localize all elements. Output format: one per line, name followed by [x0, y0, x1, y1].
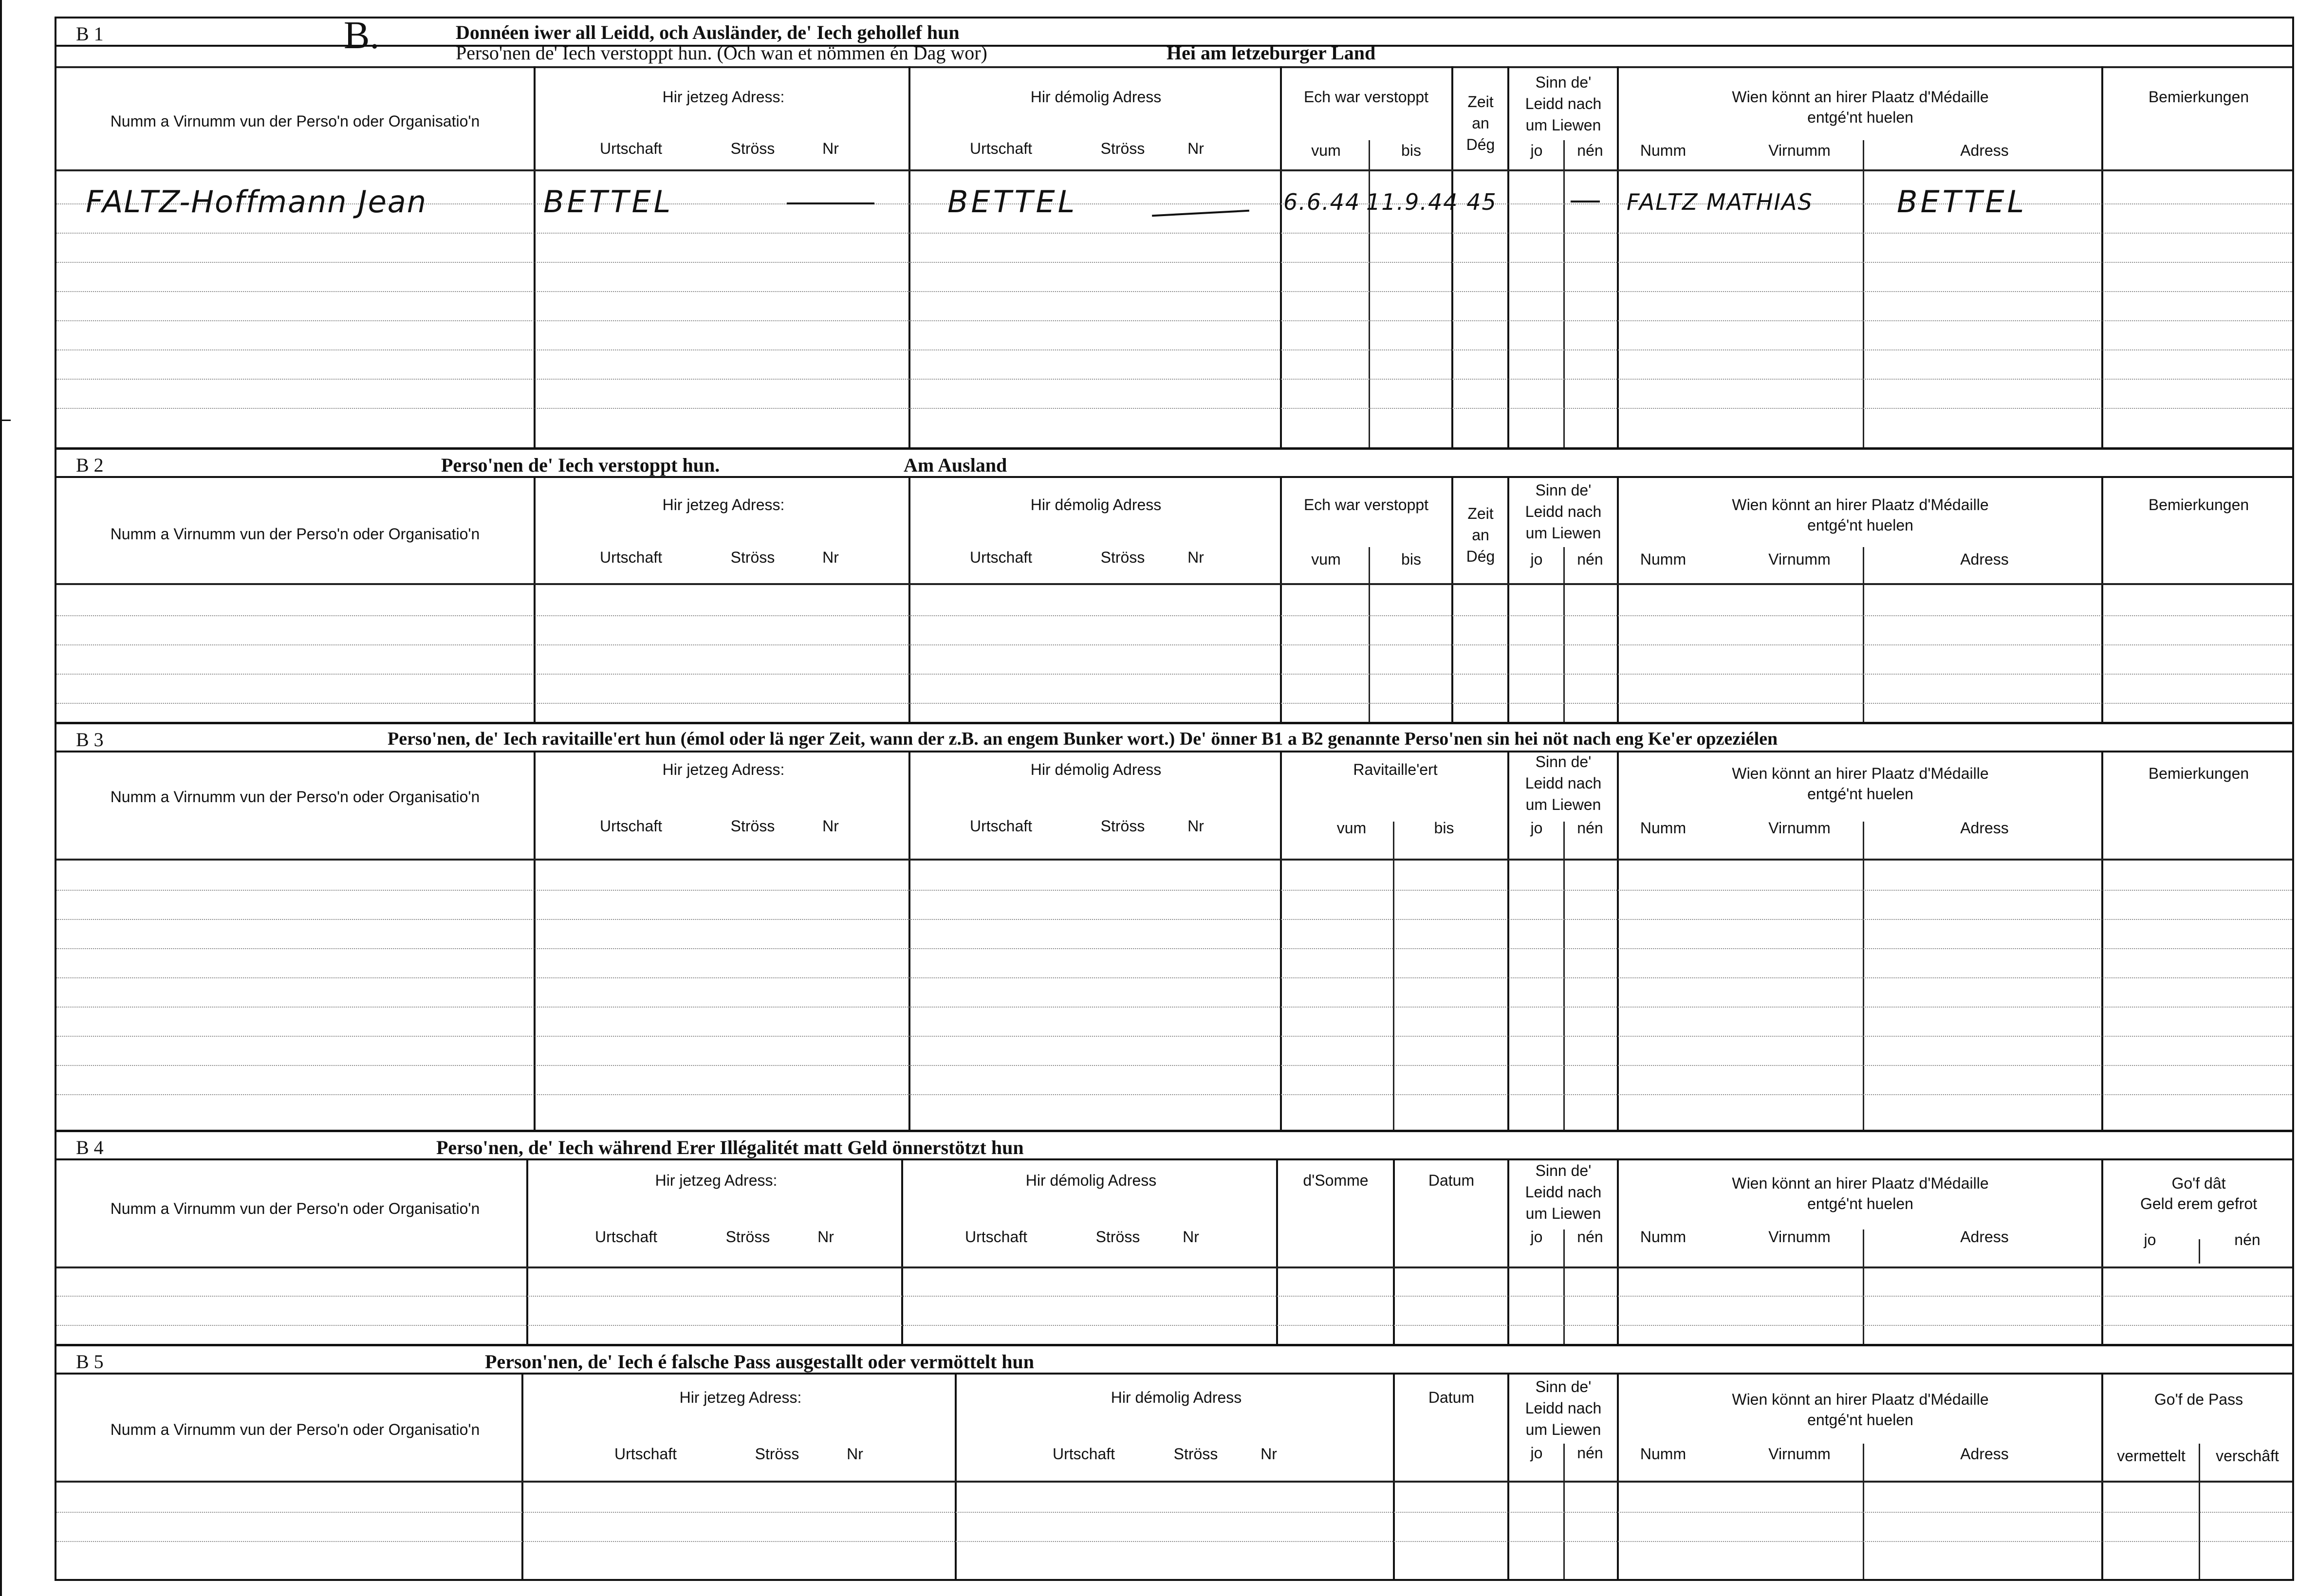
row-line: [56, 291, 2292, 292]
col-days-label-1: Zeit: [1467, 93, 1494, 110]
col-risk-label-2: Leidd nach: [1525, 1183, 1602, 1201]
col-divider: [1507, 752, 1509, 1130]
col-divider: [901, 1160, 903, 1344]
col-name-label: Numm a Virnumm vun der Perso'n oder Organisatio'n: [110, 1421, 480, 1438]
col-yes-label: jo: [2144, 1231, 2156, 1248]
row-line: [56, 1007, 2292, 1008]
col-yes-label: jo: [1530, 142, 1543, 159]
col-days-label-1: Zeit: [1467, 505, 1494, 522]
col-name-label: Numm a Virnumm vun der Perso'n oder Organisatio'n: [110, 1200, 480, 1217]
section-b3-header: [56, 724, 2292, 752]
col-risk-label-1: Sinn de': [1535, 73, 1592, 91]
col-town-label: Urtschaft: [969, 817, 1033, 835]
col-days-label-2: an: [1472, 114, 1489, 132]
col-divider: [1563, 547, 1565, 722]
col-divider: [2199, 1239, 2200, 1264]
row-line: [56, 349, 2292, 350]
col-divider: [1393, 1375, 1395, 1579]
section-title-suffix: Hei am letzeburger Land: [1167, 42, 1376, 64]
col-money-returned-label-1: Go'f dât: [2171, 1174, 2226, 1192]
section-code: B 2: [76, 454, 104, 476]
col-risk-label-3: um Liewen: [1525, 524, 1601, 542]
col-hidden-label: Ech war verstoppt: [1303, 496, 1429, 514]
col-risk-label-2: Leidd nach: [1525, 774, 1602, 792]
col-divider: [1393, 822, 1394, 1130]
col-medal-label-1: Wien könnt an hirer Plaatz d'Médaille: [1732, 496, 1989, 514]
col-no-label: nén: [1577, 142, 1603, 159]
col-medal-address-label: Adress: [1960, 1228, 2009, 1246]
row-line: [56, 1541, 2292, 1542]
col-former-address-label: Hir démolig Adress: [1111, 1389, 1242, 1406]
col-divider: [1507, 66, 1509, 447]
col-no-label: nén: [1577, 550, 1603, 568]
col-former-address-label: Hir démolig Adress: [1030, 761, 1162, 778]
col-no-label: nén: [1577, 1228, 1603, 1246]
col-remarks-label: Bemierkungen: [2148, 765, 2249, 782]
col-divider: [1863, 1444, 1864, 1579]
col-divider: [1369, 140, 1370, 447]
col-yes-label: jo: [1530, 819, 1543, 837]
col-divider: [908, 66, 910, 447]
col-town-label: Urtschaft: [969, 140, 1033, 157]
col-medal-address-label: Adress: [1960, 1445, 2009, 1463]
letter-mark: B.: [344, 14, 380, 57]
section-code: B 4: [76, 1137, 104, 1158]
col-divider: [2101, 1160, 2103, 1344]
col-street-label: Ströss: [1173, 1445, 1218, 1463]
col-town-label: Urtschaft: [969, 549, 1033, 566]
col-risk-label-3: um Liewen: [1525, 116, 1601, 134]
section-b2: [56, 450, 2292, 724]
col-procured-label: verschâft: [2216, 1447, 2279, 1465]
col-no-label: nén: [1577, 819, 1603, 837]
col-divider: [1863, 1229, 1864, 1344]
col-medal-first-label: Virnumm: [1768, 142, 1831, 159]
col-number-label: Nr: [822, 549, 839, 566]
col-yes-label: jo: [1530, 1444, 1543, 1462]
col-street-label: Ströss: [755, 1445, 799, 1463]
col-risk-label-2: Leidd nach: [1525, 95, 1602, 112]
row-line: [56, 890, 2292, 891]
col-town-label: Urtschaft: [599, 549, 663, 566]
col-current-address-label: Hir jetzeg Adress:: [662, 88, 785, 106]
col-medal-label-2: entgé'nt huelen: [1807, 785, 1913, 803]
header-bottom-rule: [56, 1266, 2292, 1268]
col-divider: [1393, 1160, 1395, 1344]
header-bottom-rule: [56, 169, 2292, 171]
col-from-label: vum: [1311, 142, 1341, 159]
col-divider: [1507, 1160, 1509, 1344]
col-number-label: Nr: [1183, 1228, 1199, 1246]
section-code: B 3: [76, 729, 104, 751]
col-remarks-label: Bemierkungen: [2148, 88, 2249, 106]
col-medal-label-2: entgé'nt huelen: [1807, 1195, 1913, 1212]
form-frame: [55, 14, 2294, 1581]
col-street-label: Ströss: [1100, 549, 1145, 566]
col-divider: [1617, 752, 1619, 1130]
col-risk-label-1: Sinn de': [1535, 1378, 1592, 1395]
row-line: [56, 644, 2292, 645]
section-title-suffix: Am Ausland: [904, 454, 1007, 476]
section-title: Perso'nen, de' Iech während Erer Illégalitét matt Geld önnerstötzt hun: [436, 1137, 1024, 1158]
row-line: [56, 977, 2292, 978]
col-date-label: Datum: [1428, 1389, 1475, 1406]
section-b4-header: [56, 1132, 2292, 1160]
col-divider: [2101, 66, 2103, 447]
section-code: B 1: [76, 23, 104, 45]
col-medal-label-1: Wien könnt an hirer Plaatz d'Médaille: [1732, 1174, 1989, 1192]
col-medal-label-1: Wien könnt an hirer Plaatz d'Médaille: [1732, 1391, 1989, 1408]
section-b3: [56, 724, 2292, 1132]
col-yes-label: jo: [1530, 1228, 1543, 1246]
col-number-label: Nr: [822, 817, 839, 835]
col-days-label-2: an: [1472, 526, 1489, 544]
col-medal-first-label: Virnumm: [1768, 550, 1831, 568]
col-divider: [1563, 140, 1565, 447]
row-line: [56, 320, 2292, 321]
col-divider: [1451, 66, 1453, 447]
section-title: Person'nen, de' Iech é falsche Pass ausgestallt oder vermöttelt hun: [485, 1351, 1035, 1373]
col-medal-first-label: Virnumm: [1768, 1228, 1831, 1246]
col-town-label: Urtschaft: [599, 817, 663, 835]
header-bottom-rule: [56, 859, 2292, 861]
col-supplied-label: Ravitaille'ert: [1353, 761, 1438, 778]
col-pass-given-label: Go'f de Pass: [2154, 1391, 2243, 1408]
row-line: [56, 919, 2292, 920]
col-divider: [1451, 478, 1453, 722]
col-current-address-label: Hir jetzeg Adress:: [662, 496, 785, 514]
col-divider: [526, 1160, 528, 1344]
col-days-label-3: Dég: [1466, 548, 1495, 565]
row-line: [56, 262, 2292, 263]
col-risk-label-2: Leidd nach: [1525, 1399, 1602, 1417]
section-title-line1: Donnéen iwer all Leidd, och Ausländer, de' Iech gehollef hun: [456, 21, 960, 43]
col-risk-label-1: Sinn de': [1535, 753, 1592, 770]
col-divider: [2101, 478, 2103, 722]
row-line: [56, 1094, 2292, 1095]
col-street-label: Ströss: [730, 140, 775, 157]
col-divider: [1617, 1375, 1619, 1579]
col-divider: [1863, 822, 1864, 1130]
col-remarks-label: Bemierkungen: [2148, 496, 2249, 514]
col-medal-first-label: Virnumm: [1768, 1445, 1831, 1463]
col-no-label: nén: [1577, 1444, 1603, 1462]
col-divider: [908, 752, 910, 1130]
col-town-label: Urtschaft: [1052, 1445, 1115, 1463]
col-hidden-label: Ech war verstoppt: [1303, 88, 1429, 106]
section-b5-header: [56, 1346, 2292, 1375]
col-divider: [1563, 1444, 1565, 1579]
col-risk-label-1: Sinn de': [1535, 481, 1592, 499]
col-divider: [1507, 478, 1509, 722]
col-divider: [2101, 1375, 2103, 1579]
row-line: [56, 1296, 2292, 1297]
col-risk-label-3: um Liewen: [1525, 796, 1601, 813]
col-current-address-label: Hir jetzeg Adress:: [679, 1389, 802, 1406]
col-medal-first-label: Virnumm: [1768, 819, 1831, 837]
entry-hidden-from: 6.6.44: [1283, 189, 1361, 215]
col-name-label: Numm a Virnumm vun der Perso'n oder Organisatio'n: [110, 112, 480, 130]
entry-medal-name: FALTZ MATHIAS: [1627, 189, 1813, 215]
col-sum-label: d'Somme: [1303, 1172, 1369, 1189]
col-divider: [2101, 752, 2103, 1130]
col-money-returned-label-2: Geld erem gefrot: [2140, 1195, 2258, 1212]
col-town-label: Urtschaft: [599, 140, 663, 157]
col-risk-label-3: um Liewen: [1525, 1421, 1601, 1438]
row-line: [56, 408, 2292, 409]
col-divider: [1280, 478, 1282, 722]
col-from-label: vum: [1336, 819, 1367, 837]
col-street-label: Ströss: [730, 549, 775, 566]
row-line: [56, 703, 2292, 704]
col-divider: [534, 66, 536, 447]
col-street-label: Ströss: [1100, 140, 1145, 157]
col-street-label: Ströss: [730, 817, 775, 835]
entry-hidden-to: 11.9.44 45: [1366, 189, 1497, 215]
col-to-label: bis: [1434, 819, 1454, 837]
col-divider: [2199, 1444, 2200, 1579]
col-medal-name-label: Numm: [1640, 550, 1686, 568]
entry-name: FALTZ-Hoffmann Jean: [86, 184, 427, 220]
col-number-label: Nr: [822, 140, 839, 157]
entry-dash: [1152, 210, 1249, 217]
header-rule: [56, 66, 2292, 68]
row-line: [56, 1036, 2292, 1037]
col-current-address-label: Hir jetzeg Adress:: [655, 1172, 778, 1189]
scan-edge-line: [0, 0, 2, 1596]
col-town-label: Urtschaft: [964, 1228, 1028, 1246]
col-medal-name-label: Numm: [1640, 1445, 1686, 1463]
col-name-label: Numm a Virnumm vun der Perso'n oder Organisatio'n: [110, 525, 480, 543]
col-risk-label-1: Sinn de': [1535, 1162, 1592, 1179]
scan-mark: [0, 420, 11, 421]
col-divider: [534, 752, 536, 1130]
row-line: [56, 615, 2292, 616]
col-medal-label-1: Wien könnt an hirer Plaatz d'Médaille: [1732, 88, 1989, 106]
header-bottom-rule: [56, 583, 2292, 585]
col-former-address-label: Hir démolig Adress: [1030, 496, 1162, 514]
col-medal-name-label: Numm: [1640, 819, 1686, 837]
col-divider: [521, 1375, 523, 1579]
col-divider: [1617, 66, 1619, 447]
col-medal-label-1: Wien könnt an hirer Plaatz d'Médaille: [1732, 765, 1989, 782]
col-divider: [1369, 547, 1370, 722]
section-b4: [56, 1132, 2292, 1346]
col-medal-name-label: Numm: [1640, 1228, 1686, 1246]
section-title: Perso'nen de' Iech verstoppt hun.: [441, 454, 720, 476]
col-from-label: vum: [1311, 550, 1341, 568]
col-yes-label: jo: [1530, 550, 1543, 568]
col-divider: [1617, 478, 1619, 722]
col-number-label: Nr: [1187, 549, 1204, 566]
col-current-address-label: Hir jetzeg Adress:: [662, 761, 785, 778]
col-days-label-3: Dég: [1466, 136, 1495, 153]
col-to-label: bis: [1401, 142, 1421, 159]
col-divider: [1617, 1160, 1619, 1344]
col-medal-address-label: Adress: [1960, 550, 2009, 568]
section-b1: [56, 14, 2292, 450]
col-date-label: Datum: [1428, 1172, 1475, 1189]
col-risk-label-3: um Liewen: [1525, 1205, 1601, 1222]
entry-medal-address: BETTEL: [1897, 184, 2027, 220]
col-divider: [1280, 752, 1282, 1130]
col-medal-address-label: Adress: [1960, 819, 2009, 837]
entry-dash: [787, 202, 874, 204]
col-divider: [1507, 1375, 1509, 1579]
col-number-label: Nr: [1187, 817, 1204, 835]
col-number-label: Nr: [1187, 140, 1204, 157]
header-bottom-rule: [56, 1481, 2292, 1483]
section-title: Perso'nen, de' Iech ravitaille'ert hun (émol oder lä nger Zeit, wann der z.B. an engem Bunker wort.) De' önner B1 a B2 genannte Perso'nen sin hei nöt nach eng Ke'er opzeziélen: [388, 729, 1778, 749]
row-line: [56, 1325, 2292, 1326]
col-risk-label-2: Leidd nach: [1525, 503, 1602, 520]
col-town-label: Urtschaft: [614, 1445, 677, 1463]
row-line: [56, 379, 2292, 380]
section-b2-header: [56, 450, 2292, 478]
section-title-line2: Perso'nen de' Iech verstoppt hun. (Och wan et nömmen én Dag wor): [456, 42, 987, 64]
col-divider: [1280, 66, 1282, 447]
col-divider: [908, 478, 910, 722]
row-line: [56, 674, 2292, 675]
col-no-label: nén: [2234, 1231, 2261, 1248]
row-line: [56, 233, 2292, 234]
row-line: [56, 1065, 2292, 1066]
entry-no-dash: [1571, 201, 1600, 202]
col-medal-label-2: entgé'nt huelen: [1807, 1411, 1913, 1429]
col-name-label: Numm a Virnumm vun der Perso'n oder Organisatio'n: [110, 788, 480, 806]
section-code: B 5: [76, 1351, 104, 1373]
col-divider: [1563, 822, 1565, 1130]
col-former-address-label: Hir démolig Adress: [1025, 1172, 1157, 1189]
col-divider: [1276, 1160, 1278, 1344]
row-line: [56, 948, 2292, 949]
col-medal-label-2: entgé'nt huelen: [1807, 516, 1913, 534]
col-divider: [1863, 140, 1864, 447]
col-number-label: Nr: [847, 1445, 863, 1463]
col-divider: [955, 1375, 957, 1579]
col-medal-label-2: entgé'nt huelen: [1807, 109, 1913, 126]
col-street-label: Ströss: [725, 1228, 770, 1246]
col-medal-address-label: Adress: [1960, 142, 2009, 159]
entry-current-town: BETTEL: [543, 184, 674, 220]
col-street-label: Ströss: [1095, 1228, 1140, 1246]
section-b5: [56, 1346, 2292, 1579]
col-to-label: bis: [1401, 550, 1421, 568]
col-medal-name-label: Numm: [1640, 142, 1686, 159]
col-former-address-label: Hir démolig Adress: [1030, 88, 1162, 106]
row-line: [56, 1512, 2292, 1513]
col-divider: [1863, 547, 1864, 722]
col-street-label: Ströss: [1100, 817, 1145, 835]
col-number-label: Nr: [817, 1228, 834, 1246]
entry-former-town: BETTEL: [947, 184, 1078, 220]
col-number-label: Nr: [1260, 1445, 1277, 1463]
col-divider: [534, 478, 536, 722]
col-town-label: Urtschaft: [594, 1228, 658, 1246]
col-forwarded-label: vermettelt: [2117, 1447, 2186, 1465]
